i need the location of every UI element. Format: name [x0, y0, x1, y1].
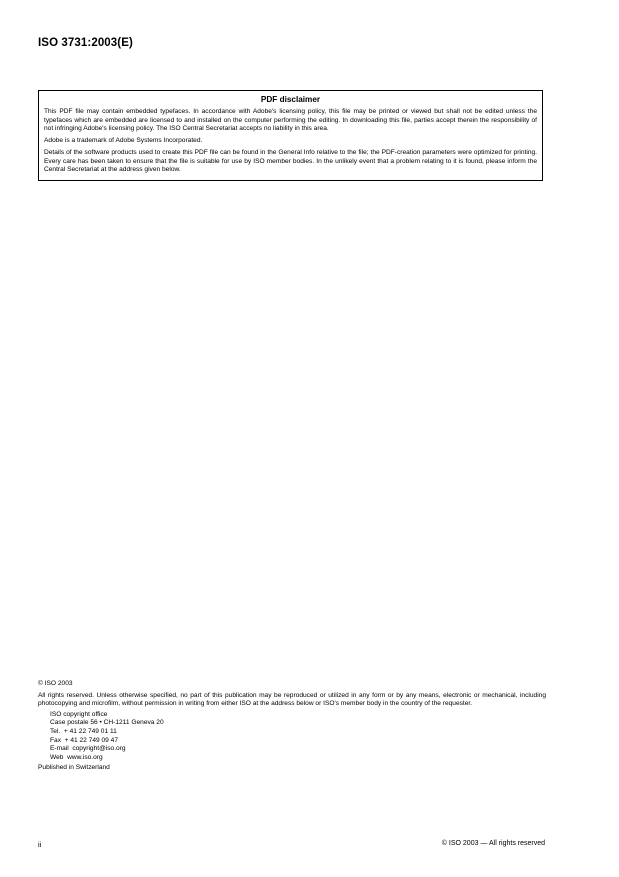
- document-id-header: ISO 3731:2003(E): [38, 37, 133, 49]
- disclaimer-paragraph-typefaces: This PDF file may contain embedded typefaces. In accordance with Adobe's licensing policy, this file may be printed or viewed but shall not be edited unless the typefaces which are embedded are licensed to and installed on the computer performing the editing. In downloading this file, parties accept therein the responsibility of not infringing Adobe's licensing policy. The ISO Central Secretariat accepts no liability in this area.: [44, 108, 537, 133]
- address-tel: Tel. + 41 22 749 01 11: [50, 727, 117, 735]
- copyright-block: [38, 680, 546, 773]
- footer-rights: © ISO 2003 — All rights reserved: [441, 840, 545, 847]
- disclaimer-paragraph-details: Details of the software products used to create this PDF file can be found in the General Info relative to the file; the PDF-creation parameters were optimized for printing. Every care has been taken to ensure that the file is suitable for use by ISO member bodies. In the unlikely event that a problem relating to it is found, please inform the Central Secretariat at the address given below.: [44, 149, 537, 174]
- published-in: Published in Switzerland: [38, 764, 110, 772]
- address-web: Web www.iso.org: [50, 753, 103, 761]
- address-email: E-mail copyright@iso.org: [50, 745, 126, 753]
- address-office: ISO copyright office: [50, 710, 108, 718]
- disclaimer-paragraph-trademark: Adobe is a trademark of Adobe Systems Incorporated.: [44, 137, 203, 145]
- address-postal: Case postale 56 • CH-1211 Geneva 20: [50, 719, 164, 727]
- pdf-disclaimer-box: [38, 90, 543, 181]
- rights-reserved-text: All rights reserved. Unless otherwise specified, no part of this publication may be reproduced or utilized in any form or by any means, electronic or mechanical, including photocopying and microfilm, without permission in writing from either ISO at the address below or ISO's member body in the country of the requester.: [38, 691, 546, 708]
- footer-page-number: ii: [38, 840, 42, 849]
- copyright-line: © ISO 2003: [38, 680, 73, 687]
- address-fax: Fax + 41 22 749 09 47: [50, 736, 119, 744]
- disclaimer-title: PDF disclaimer: [260, 95, 321, 104]
- copyright-office-address: [50, 711, 546, 763]
